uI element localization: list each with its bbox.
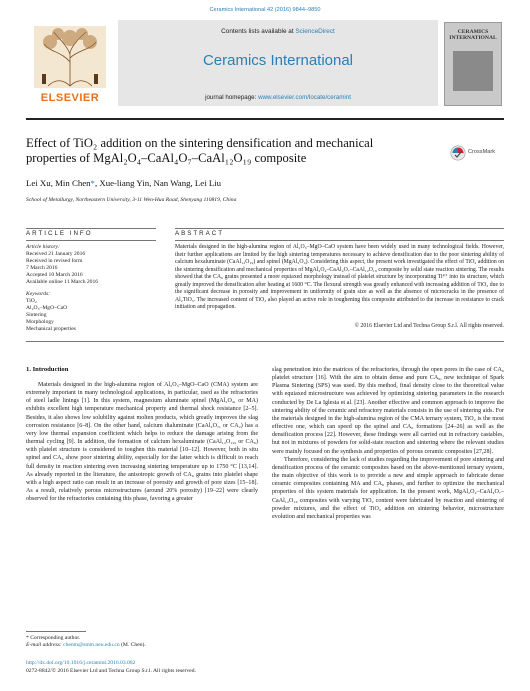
history-item: Available online 11 March 2016 (26, 278, 99, 285)
header-rule (26, 118, 504, 120)
elsevier-wordmark: ELSEVIER (40, 92, 100, 104)
author-email-link[interactable]: chenm@smm.neu.edu.cn (63, 642, 120, 648)
intro-paragraph-1: Materials designed in the high-alumina region of Al₂O₃–MgO–CaO (CMA) system are extremely important in many technological applications, in particular, used as the refractories of steel ladle linings [1]. In this system, magnesium aluminate spinel (MgAl₂O₄, or MA) exhibits excellent high temperature mechanical property and thermal shock resistance [2–5]. Besides, it also shows low solubility against molten products, which greatly improves the slag corrosion resistance [6–8]. On the other hand, calcium dialuminate (CaAl₄O₇, or CA₂) has a very low thermal expansion coefficient which helps to reduce the damage arising from the thermal cycling [9]. In addition, the formation of calcium hexaluminate (CaAl₁₂O₁₉, or CA₆) with platelet structure is considered to toughen this material [10–12]. However, both in situ spinel and CA₆ show poor sintering ability, especially for the latter which is difficult to reach full density in reaction sintering even increasing sintering temperature up to 1750 °C [13,14]. As already reported in the literature, the anisotropic growth of CA₆ grains into platelet shape with a high aspect ratio can result in an increase of porosity and growth of pore sizes [15–18]. As a result, relatively porous microstructures (around 20% porosity) [19–22] were clearly observed for the refractories containing this phase, favoring a greater (26, 382, 258, 503)
history-item: Received in revised form (26, 257, 83, 264)
section-heading-introduction: 1. Introduction (26, 366, 69, 373)
history-item: Received 21 January 2016 (26, 250, 86, 257)
keyword-item: Mechanical properties (26, 325, 76, 332)
corresponding-author-mark[interactable]: * (90, 178, 95, 188)
history-item: Accepted 10 March 2016 (26, 271, 83, 278)
cover-title: CERAMICS INTERNATIONAL (449, 29, 497, 41)
abstract-sub-rule (175, 240, 504, 241)
history-item: 7 March 2016 (26, 264, 58, 271)
intro-paragraph-2: Therefore, considering the lack of studies regarding the improvement of pore sintering and densification process of the ceramic composites based on the above-mentioned ternary system, the main objective of this work is to provide a new and simple approach to fabricate dense ceramic composites containing MA and CA₆ phases, and further to optimize the mechanical properties of this system materials for application. In the present work, MgAl₂O₄–CaAl₄O₇–CaAl₁₂O₁₉ composites with varying TiO₂ content were fabricated by reaction and sintering of powder mixtures, and the effect of TiO₂ addition on sintering behavior, microstructure evolution and mechanical properties was (272, 456, 504, 520)
body-column-left (26, 381, 258, 503)
author-name[interactable]: Lei Liu (194, 178, 222, 188)
abstract-top-rule (175, 228, 504, 229)
contents-line (118, 28, 438, 35)
author-name[interactable]: Min Chen (55, 178, 91, 188)
email-suffix: (M. Chen). (119, 642, 146, 648)
author-list (26, 178, 504, 188)
doi-link[interactable]: http://dx.doi.org/10.1016/j.ceramint.2016.03.082 (26, 660, 136, 666)
history-list (26, 251, 156, 286)
abstract-text: Materials designed in the high-alumina region of Al₂O₃–MgO–CaO system have been widely used in many technological fields. However, their further applications are limited by the high sintering temperatures necessary to achieve densification due to the poor sintering ability of calcium hexaluminate (CaAl₁₂O₁₉) and spinel (MgAl₂O₄). Considering this aspect, the present work investigated the effect of TiO₂ addition on the sintering densification and mechanical properties of MgAl₂O₄–CaAl₄O₇–CaAl₁₂O₁₉ composite by solid state reaction sintering. The results showed that the CA₆ grains presented a more equiaxed morphology instead of platelet structure by incorporating Ti⁴⁺ into its structure, which greatly improved the densification after heating at 1600 °C. The flexural strength was greatly enhanced with increasing addition of TiO₂ due to the significant decrease in porosity and improvement in uniformity of grain size as well as the absence of microcracks in the presence of Al₂TiO₅. The increased content of TiO₂ also played an active role in toughening this composite attributed to the increase in resistance to crack initiation and propagation. (175, 244, 504, 310)
history-heading: Article history: (26, 244, 61, 250)
author-separator: , (50, 178, 56, 188)
abstract-copyright: © 2016 Elsevier Ltd and Techna Group S.r.l. All rights reserved. (354, 323, 504, 329)
homepage-link[interactable]: www.elsevier.com/locate/ceramint (258, 94, 351, 101)
elsevier-tree-icon (28, 22, 112, 94)
corresponding-author-note: * Corresponding author. (26, 635, 81, 641)
author-name[interactable]: Xue-liang Yin (99, 178, 150, 188)
affiliation: School of Metallurgy, Northeastern University, 3-11 Wen-Hua Road, Shenyang 110819, China (26, 197, 237, 203)
issn-line: 0272-8842/© 2016 Elsevier Ltd and Techna Group S.r.l. All rights reserved. (26, 668, 196, 674)
keyword-list (26, 298, 156, 333)
footnote (26, 635, 258, 649)
article-info-block (26, 244, 156, 333)
keyword-item: Al₂O₃–MgO–CaO (26, 305, 68, 312)
journal-homepage (118, 94, 438, 101)
article-info-sub-rule (26, 240, 156, 241)
author-separator: , (190, 178, 195, 188)
author-name[interactable]: Nan Wang (153, 178, 191, 188)
keyword-item: Sintering (26, 312, 47, 319)
abstract-heading: ABSTRACT (175, 230, 225, 237)
journal-name[interactable]: Ceramics International (202, 52, 354, 69)
crossmark-icon (450, 145, 466, 161)
crossmark-button[interactable] (450, 144, 504, 164)
elsevier-logo[interactable] (28, 22, 112, 106)
article-info-heading: ARTICLE INFO (26, 230, 93, 237)
contents-prefix: Contents lists available at (221, 28, 296, 35)
keyword-item: Morphology (26, 319, 54, 326)
body-column-right (272, 366, 504, 521)
sciencedirect-link[interactable]: ScienceDirect (295, 28, 335, 35)
body-top-rule (26, 341, 504, 342)
journal-cover-thumbnail[interactable] (444, 22, 502, 106)
cover-image (453, 51, 493, 91)
homepage-prefix: journal homepage: (205, 94, 259, 101)
author-separator: , (149, 178, 154, 188)
keywords-heading: Keywords: (26, 291, 51, 298)
keyword-item: TiO₂ (26, 298, 37, 305)
article-info-top-rule (26, 228, 156, 229)
crossmark-label: CrossMark (468, 149, 496, 155)
author-separator: , (94, 178, 100, 188)
email-label: E-mail address: (26, 642, 64, 648)
article-title: Effect of TiO₂ addition on the sintering densification and mechanical properties of MgAl₂O₄–CaAl₄O₇–CaAl₁₂O₁₉ composite (26, 136, 374, 165)
journal-citation[interactable]: Ceramics International 42 (2016) 9844–9850 (209, 7, 321, 13)
author-name[interactable]: Lei Xu (26, 178, 51, 188)
intro-paragraph-1-continued: slag penetration into the matrices of the refractories, through the open pores in the case of CA₆ platelet structure [16]. With the aim to obtain dense and pure CA₆, new technique of Spark Plasma Sintering (SPS) was used. By this method, final density close to the theoretical value with equiaxed microstructure was achieved by optimizing sintering parameters in the research conducted by De La Iglesia et al. [23]. Another effective and common approach to improve the sintering ability of the ceramic and refractory materials consists in the use of sintering aids. For the materials designed in the high-alumina region of the CMA ternary system, TiO₂ is the most effective one, which can speed up the spinel and CA₆ formations [24–26] as well as the densification process [22]. However, these findings were all carried out in refractory castables, but not in mixtures of powders for solid-state reaction and sintering where the relevant studies were mainly focused on the synthesis and properties of porous ceramic composites [27,28]. (272, 367, 504, 455)
footnote-rule (26, 631, 86, 632)
